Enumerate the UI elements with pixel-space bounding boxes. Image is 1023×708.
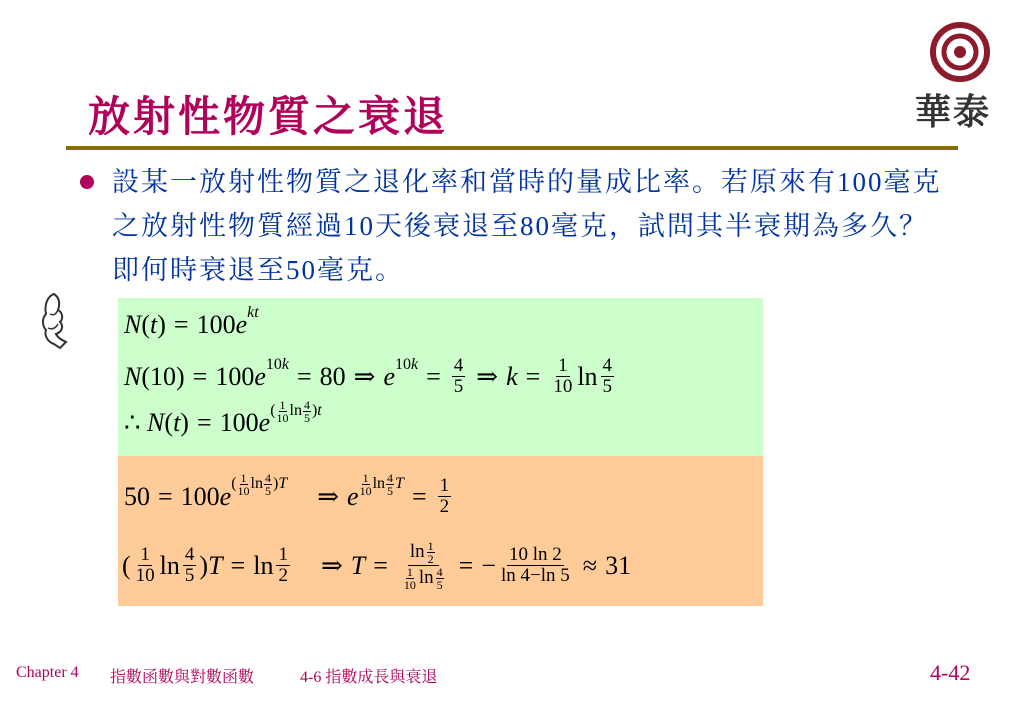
problem-text: 設某一放射性物質之退化率和當時的量成比率。若原來有100毫克之放射性物質經過10天後衰退至80毫克，試問其半衰期為多久？即何時衰退至50毫克。 [112, 167, 942, 285]
footer-chapter-title: 指數函數與對數函數 [110, 669, 255, 686]
equation-line: ∴ N ( t ) = 100 e ( $\frac{1}{10}$ ln $\frac{4}{5}$ )t [124, 397, 322, 437]
pointing-hand-icon [38, 290, 74, 352]
equation-box-given [118, 298, 763, 456]
equation-line: N (10) = 100 e 10k = 80 ⇒ e 10k = $\frac{4}{5}$ ⇒ k = $\frac{1}{10}$ ln $\frac{4}{5}$ [124, 355, 613, 397]
footer-chapter: Chapter 4 [16, 664, 79, 681]
equation-line: 50 = 100 e ( $\frac{1}{10}$ ln $\frac{4}{5}$ )T ⇒ e $\frac{1}{10}$ ln $\frac{4}{5}$ T = $\frac{1}{2}$ [124, 471, 450, 517]
logo-text: 華泰 [915, 92, 992, 132]
page-number: 4-42 [930, 660, 971, 685]
title-rule [66, 146, 958, 150]
equation-line: N ( t ) = 100 e kt [124, 304, 259, 339]
logo-icon [930, 22, 990, 82]
footer-section: 4-6 指數成長與衰退 [300, 669, 438, 686]
bullet-icon [80, 175, 94, 189]
page-title: 放射性物質之衰退 [88, 95, 449, 141]
equation-box-solution [118, 456, 763, 606]
equation-line: ( $\frac{1}{10}$ ln $\frac{4}{5}$ ) T = ln $\frac{1}{2}$ ⇒ T = ln $\frac{1}{2}$ $\frac{1}{10}$ ln $\frac{4}{5}$ = − $\frac{10 \ln 2}{\ln 4-\ln 5}$ ≈ 31 [122, 539, 632, 592]
